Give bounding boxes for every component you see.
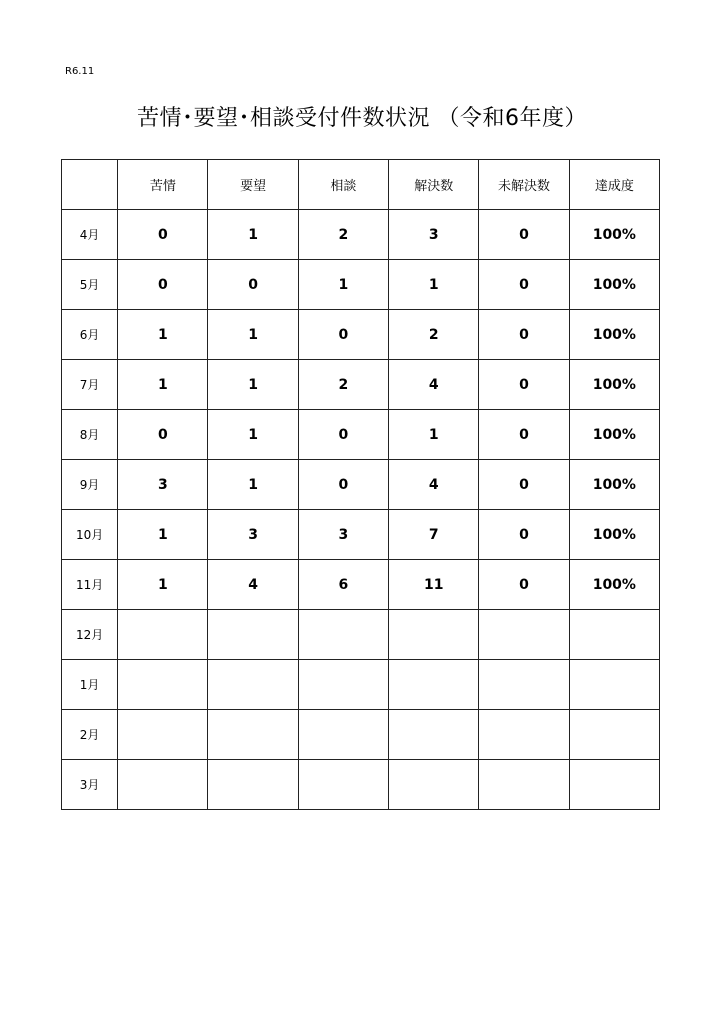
month-cell: 1月 xyxy=(62,660,118,710)
unresolved-cell: 0 xyxy=(479,360,569,410)
table-row xyxy=(62,260,660,310)
month-cell: 5月 xyxy=(62,260,118,310)
table-row xyxy=(62,760,660,810)
requests-cell xyxy=(208,760,298,810)
resolved-cell xyxy=(389,660,479,710)
consultations-cell: 0 xyxy=(298,410,388,460)
achievement-rate-cell xyxy=(569,610,659,660)
table-row xyxy=(62,560,660,610)
complaints-cell: 3 xyxy=(118,460,208,510)
unresolved-cell: 0 xyxy=(479,210,569,260)
achievement-rate-cell xyxy=(569,710,659,760)
resolved-cell: 1 xyxy=(389,260,479,310)
header-resolved: 解決数 xyxy=(389,160,479,210)
requests-cell xyxy=(208,710,298,760)
table-row xyxy=(62,610,660,660)
consultations-cell xyxy=(298,710,388,760)
achievement-rate-cell: 100% xyxy=(569,410,659,460)
header-consultations: 相談 xyxy=(298,160,388,210)
resolved-cell: 4 xyxy=(389,460,479,510)
header-requests: 要望 xyxy=(208,160,298,210)
table-row xyxy=(62,410,660,460)
achievement-rate-cell: 100% xyxy=(569,310,659,360)
unresolved-cell xyxy=(479,610,569,660)
month-cell: 10月 xyxy=(62,510,118,560)
month-cell: 7月 xyxy=(62,360,118,410)
month-cell: 3月 xyxy=(62,760,118,810)
header-unresolved: 未解決数 xyxy=(479,160,569,210)
requests-cell: 1 xyxy=(208,210,298,260)
resolved-cell xyxy=(389,610,479,660)
header-corner xyxy=(62,160,118,210)
unresolved-cell: 0 xyxy=(479,410,569,460)
header-achievement-rate: 達成度 xyxy=(569,160,659,210)
achievement-rate-cell: 100% xyxy=(569,560,659,610)
requests-cell: 1 xyxy=(208,410,298,460)
resolved-cell: 2 xyxy=(389,310,479,360)
consultations-cell: 0 xyxy=(298,310,388,360)
achievement-rate-cell: 100% xyxy=(569,510,659,560)
resolved-cell xyxy=(389,760,479,810)
table-header-row xyxy=(62,160,660,210)
consultations-cell: 6 xyxy=(298,560,388,610)
complaints-cell: 1 xyxy=(118,310,208,360)
consultations-cell xyxy=(298,660,388,710)
month-cell: 4月 xyxy=(62,210,118,260)
consultations-cell: 2 xyxy=(298,210,388,260)
resolved-cell xyxy=(389,710,479,760)
table-row xyxy=(62,310,660,360)
complaints-cell: 0 xyxy=(118,210,208,260)
complaints-cell: 0 xyxy=(118,260,208,310)
consultations-cell: 3 xyxy=(298,510,388,560)
requests-cell xyxy=(208,610,298,660)
month-cell: 6月 xyxy=(62,310,118,360)
table-row xyxy=(62,710,660,760)
unresolved-cell: 0 xyxy=(479,560,569,610)
achievement-rate-cell xyxy=(569,660,659,710)
consultations-cell: 2 xyxy=(298,360,388,410)
resolved-cell: 4 xyxy=(389,360,479,410)
requests-cell: 3 xyxy=(208,510,298,560)
table-row xyxy=(62,210,660,260)
month-cell: 2月 xyxy=(62,710,118,760)
consultations-cell: 1 xyxy=(298,260,388,310)
resolved-cell: 1 xyxy=(389,410,479,460)
consultations-cell xyxy=(298,610,388,660)
achievement-rate-cell: 100% xyxy=(569,360,659,410)
achievement-rate-cell: 100% xyxy=(569,260,659,310)
requests-cell: 4 xyxy=(208,560,298,610)
header-complaints: 苦情 xyxy=(118,160,208,210)
complaints-cell xyxy=(118,760,208,810)
table-row xyxy=(62,660,660,710)
complaints-cell: 1 xyxy=(118,360,208,410)
unresolved-cell: 0 xyxy=(479,260,569,310)
complaints-cell xyxy=(118,660,208,710)
unresolved-cell xyxy=(479,660,569,710)
consultations-cell: 0 xyxy=(298,460,388,510)
achievement-rate-cell: 100% xyxy=(569,210,659,260)
unresolved-cell: 0 xyxy=(479,510,569,560)
page-title: 苦情･要望･相談受付件数状況 （令和6年度） xyxy=(137,106,587,131)
achievement-rate-cell xyxy=(569,760,659,810)
complaints-cell xyxy=(118,610,208,660)
resolved-cell: 3 xyxy=(389,210,479,260)
month-cell: 12月 xyxy=(62,610,118,660)
table-row xyxy=(62,460,660,510)
table-row xyxy=(62,510,660,560)
document-code: R6.11 xyxy=(65,66,95,77)
month-cell: 11月 xyxy=(62,560,118,610)
complaints-cell: 0 xyxy=(118,410,208,460)
achievement-rate-cell: 100% xyxy=(569,460,659,510)
requests-cell: 0 xyxy=(208,260,298,310)
complaints-table xyxy=(61,159,660,810)
requests-cell: 1 xyxy=(208,360,298,410)
unresolved-cell xyxy=(479,710,569,760)
unresolved-cell: 0 xyxy=(479,310,569,360)
consultations-cell xyxy=(298,760,388,810)
requests-cell xyxy=(208,660,298,710)
unresolved-cell: 0 xyxy=(479,460,569,510)
table-row xyxy=(62,360,660,410)
resolved-cell: 11 xyxy=(389,560,479,610)
unresolved-cell xyxy=(479,760,569,810)
complaints-cell xyxy=(118,710,208,760)
requests-cell: 1 xyxy=(208,460,298,510)
complaints-cell: 1 xyxy=(118,560,208,610)
month-cell: 9月 xyxy=(62,460,118,510)
month-cell: 8月 xyxy=(62,410,118,460)
complaints-cell: 1 xyxy=(118,510,208,560)
resolved-cell: 7 xyxy=(389,510,479,560)
requests-cell: 1 xyxy=(208,310,298,360)
